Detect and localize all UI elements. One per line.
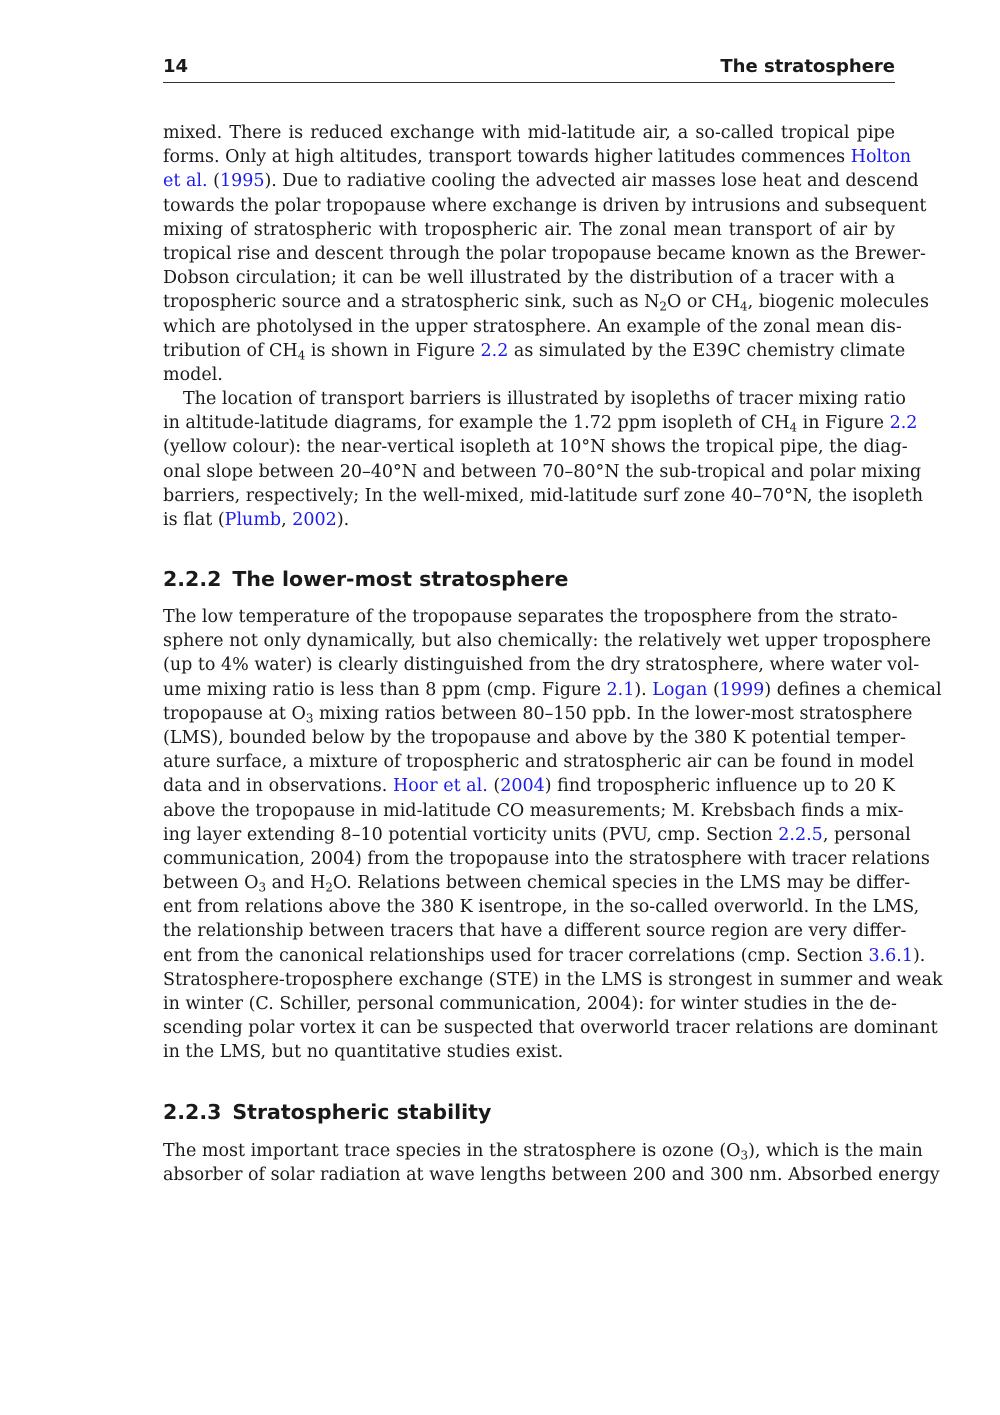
text-run: ing layer extending 8–10 potential vorticity units (PVU, cmp. Section bbox=[163, 824, 779, 845]
text-run: tropical rise and descent through the polar tropopause became known as the Brewer- bbox=[163, 243, 926, 264]
text-run: , biogenic molecules bbox=[747, 292, 929, 313]
text-line bbox=[163, 847, 930, 871]
text-line bbox=[163, 968, 943, 992]
text-run: ). Due to radiative cooling the advected air masses lose heat and descend bbox=[264, 171, 919, 192]
text-run: as simulated by the E39C chemistry climate bbox=[508, 340, 906, 361]
subscript: 3 bbox=[740, 1148, 749, 1163]
citation-link[interactable]: 3.6.1 bbox=[868, 945, 913, 966]
text-run: scending polar vortex it can be suspected that overworld tracer relations are dominant bbox=[163, 1018, 938, 1039]
section-number: 2.2.2 bbox=[163, 567, 222, 591]
citation-link[interactable]: Plumb bbox=[224, 510, 282, 530]
citation-link[interactable]: 2.2 bbox=[889, 413, 918, 434]
text-line bbox=[163, 242, 926, 266]
citation-link[interactable]: 2.2.5 bbox=[778, 824, 823, 845]
text-run: ent from relations above the 380 K isentrope, in the so-called overworld. In the LMS, bbox=[163, 897, 920, 918]
text-line bbox=[163, 992, 895, 1016]
text-run: (up to 4% water) is clearly distinguished from the dry stratosphere, where water vol- bbox=[163, 655, 920, 676]
text-run: onal slope between 20–40°N and between 70–80°N the sub-tropical and polar mixing bbox=[163, 461, 922, 482]
text-line bbox=[163, 121, 895, 145]
text-line bbox=[163, 145, 911, 169]
text-run: is flat ( bbox=[163, 510, 225, 530]
text-line bbox=[163, 169, 919, 193]
text-run: mixing ratios between 80–150 ppb. In the lower-most stratosphere bbox=[313, 703, 913, 724]
text-run: the relationship between tracers that have a different source region are very differ- bbox=[163, 921, 907, 942]
text-run: in Figure bbox=[797, 413, 890, 434]
citation-link[interactable]: Logan bbox=[652, 679, 708, 700]
text-run: model. bbox=[163, 364, 223, 385]
section-heading-2-2-3 bbox=[163, 1099, 491, 1125]
text-run: which are photolysed in the upper stratosphere. An example of the zonal mean dis- bbox=[163, 316, 902, 337]
text-run: ) find tropospheric influence up to 20 K bbox=[544, 776, 896, 797]
subscript: 2 bbox=[659, 299, 667, 314]
text-run: ent from the canonical relationships used for tracer correlations (cmp. Section bbox=[163, 945, 869, 966]
text-run: tropopause at O bbox=[163, 703, 306, 724]
subscript: 4 bbox=[297, 348, 306, 363]
text-run: is shown in Figure bbox=[305, 340, 481, 361]
text-run: tribution of CH bbox=[163, 340, 298, 361]
citation-link[interactable]: 1999 bbox=[719, 679, 765, 700]
text-run: O. Relations between chemical species in the LMS may be differ- bbox=[332, 873, 911, 894]
text-run: absorber of solar radiation at wave lengths between 200 and 300 nm. Absorbed energy bbox=[163, 1165, 940, 1186]
section-number: 2.2.3 bbox=[163, 1100, 222, 1124]
citation-link[interactable]: Hoor et al. bbox=[392, 776, 488, 797]
text-run: ( bbox=[487, 776, 501, 797]
text-run: ume mixing ratio is less than 8 ppm (cmp. Figure bbox=[163, 679, 607, 700]
citation-link[interactable]: 1995 bbox=[219, 171, 265, 192]
text-line bbox=[163, 605, 898, 629]
text-run: and H bbox=[266, 873, 326, 894]
text-run: between O bbox=[163, 873, 259, 894]
text-line bbox=[163, 460, 922, 484]
text-run: forms. Only at high altitudes, transport towards higher latitudes commences bbox=[163, 147, 851, 168]
citation-link[interactable]: 2002 bbox=[292, 510, 337, 530]
citation-link[interactable]: Holton bbox=[850, 147, 911, 168]
text-line bbox=[163, 290, 929, 314]
text-run: sphere not only dynamically, but also chemically: the relatively wet upper troposphere bbox=[163, 631, 932, 652]
text-line bbox=[163, 508, 895, 532]
text-run: in the LMS, but no quantitative studies exist. bbox=[163, 1042, 564, 1063]
text-line bbox=[163, 799, 904, 823]
text-run: mixed. There is reduced exchange with mid-latitude air, a so-called tropical pipe bbox=[163, 123, 895, 143]
text-line bbox=[163, 315, 902, 339]
subscript: 4 bbox=[740, 299, 748, 314]
page-number: 14 bbox=[163, 56, 189, 77]
text-line bbox=[163, 653, 920, 677]
text-line bbox=[163, 218, 895, 242]
text-line bbox=[163, 339, 906, 363]
text-run: tropospheric source and a stratospheric sink, such as N bbox=[163, 292, 660, 313]
text-run: ). bbox=[336, 510, 350, 530]
text-run: (LMS), bounded below by the tropopause and above by the 380 K potential temper- bbox=[163, 727, 906, 748]
text-run: Dobson circulation; it can be well illustrated by the distribution of a tracer with a bbox=[163, 268, 895, 289]
body-text-top bbox=[163, 121, 929, 532]
subscript: 3 bbox=[258, 880, 267, 895]
text-line bbox=[163, 823, 911, 847]
text-line bbox=[163, 678, 942, 702]
subscript: 2 bbox=[325, 880, 333, 895]
text-line bbox=[163, 1016, 938, 1040]
text-line bbox=[163, 895, 920, 919]
text-run: data and in observations. bbox=[163, 776, 393, 797]
section-heading-2-2-2 bbox=[163, 566, 568, 592]
text-line bbox=[163, 1139, 923, 1163]
text-run: The most important trace species in the stratosphere is ozone (O bbox=[163, 1141, 741, 1161]
text-run: ( bbox=[707, 679, 720, 700]
paragraph-4 bbox=[163, 1139, 940, 1187]
text-run: mixing of stratospheric with tropospheric air. The zonal mean transport of air by bbox=[163, 219, 895, 240]
paragraph-3 bbox=[163, 605, 943, 1065]
text-run: ) defines a chemical bbox=[764, 679, 942, 700]
text-line bbox=[163, 774, 895, 798]
text-run: , personal bbox=[822, 824, 911, 845]
citation-link[interactable]: et al. bbox=[163, 171, 208, 192]
text-line bbox=[163, 871, 911, 895]
text-line bbox=[163, 726, 906, 750]
paragraph-2 bbox=[163, 387, 923, 532]
text-line bbox=[163, 750, 915, 774]
text-line bbox=[163, 1163, 940, 1187]
text-line bbox=[163, 411, 918, 435]
text-run: ature surface, a mixture of tropospheric and stratospheric air can be found in model bbox=[163, 752, 915, 773]
text-line bbox=[163, 435, 908, 459]
text-line bbox=[163, 484, 923, 508]
subscript: 3 bbox=[305, 711, 314, 726]
text-line bbox=[163, 919, 907, 943]
citation-link[interactable]: 2004 bbox=[500, 776, 545, 797]
text-run: (yellow colour): the near-vertical isopleth at 10°N shows the tropical pipe, the diag- bbox=[163, 437, 908, 458]
text-run: ( bbox=[207, 171, 220, 192]
text-run: Stratosphere-troposphere exchange (STE) in the LMS is strongest in summer and weak bbox=[163, 969, 943, 990]
text-run: barriers, respectively; In the well-mixed, mid-latitude surf zone 40–70°N, the isopleth bbox=[163, 485, 923, 506]
text-run: ). bbox=[634, 679, 653, 700]
text-run: The low temperature of the tropopause separates the troposphere from the strato- bbox=[163, 607, 898, 627]
text-run: communication, 2004) from the tropopause into the stratosphere with tracer relations bbox=[163, 848, 930, 869]
section-title: Stratospheric stability bbox=[232, 1100, 492, 1124]
citation-link[interactable]: 2.2 bbox=[480, 340, 509, 361]
text-run: in winter (C. Schiller, personal communication, 2004): for winter studies in the de- bbox=[163, 994, 897, 1014]
text-run: O or CH bbox=[667, 292, 741, 313]
text-line bbox=[163, 266, 895, 290]
text-run: ), which is the main bbox=[748, 1141, 923, 1161]
running-title: The stratosphere bbox=[720, 56, 895, 77]
subscript: 4 bbox=[789, 420, 798, 435]
text-line bbox=[163, 194, 927, 218]
text-run: above the tropopause in mid-latitude CO measurements; M. Krebsbach finds a mix- bbox=[163, 800, 904, 821]
text-run: towards the polar tropopause where exchange is driven by intrusions and subsequent bbox=[163, 195, 927, 216]
citation-link[interactable]: 2.1 bbox=[606, 679, 635, 700]
section-title: The lower-most stratosphere bbox=[232, 567, 569, 591]
text-line bbox=[163, 1040, 895, 1064]
text-line bbox=[163, 944, 926, 968]
text-run: , bbox=[281, 510, 293, 530]
text-line bbox=[163, 629, 932, 653]
text-run: The location of transport barriers is illustrated by isopleths of tracer mixing ratio bbox=[183, 389, 906, 410]
running-header bbox=[163, 56, 895, 83]
text-line bbox=[163, 702, 913, 726]
paragraph-1 bbox=[163, 121, 929, 387]
text-line bbox=[163, 387, 906, 411]
text-run: ). bbox=[912, 945, 926, 966]
text-run: in altitude-latitude diagrams, for example the 1.72 ppm isopleth of CH bbox=[163, 413, 790, 434]
text-line bbox=[163, 363, 895, 387]
